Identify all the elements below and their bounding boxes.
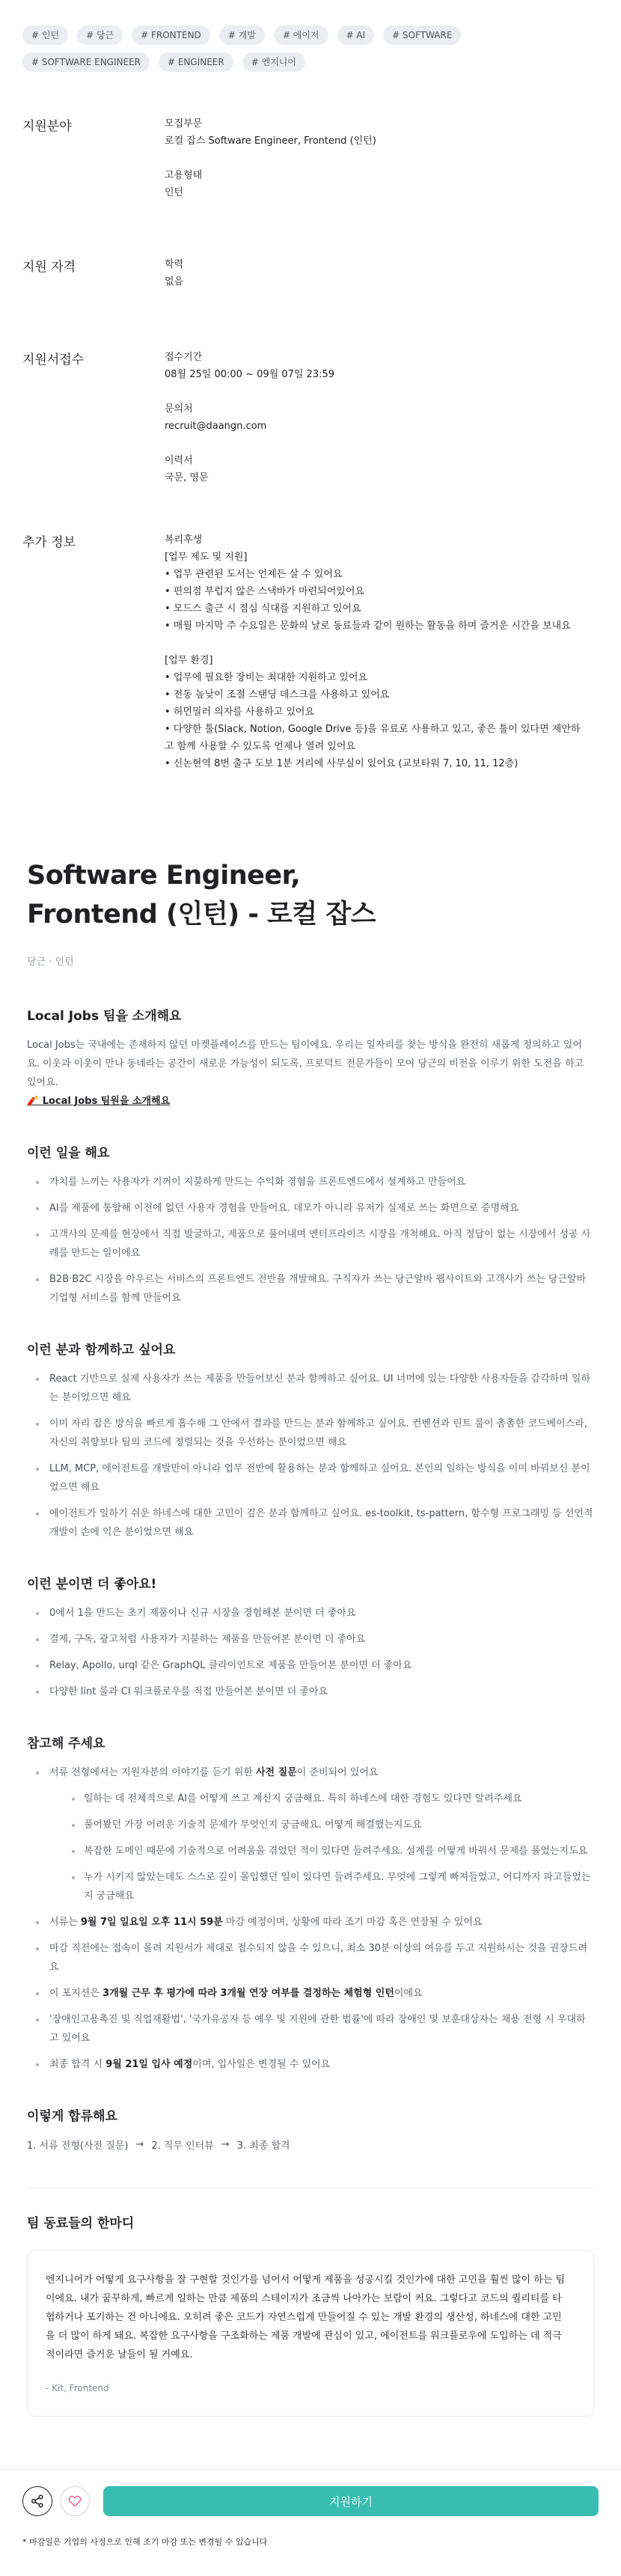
arrow-right-icon: →	[221, 2139, 230, 2150]
info-label-text: 학력	[165, 259, 184, 270]
section-heading: 이런 일을 해요	[27, 1146, 110, 1161]
title-line: Frontend (인턴) - 로컬 잡스	[27, 900, 376, 930]
info-value: • 다양한 툴(Slack, Notion, Google Drive 등)을 유료로 사용하고 있고, 좋은 툴이 있다면 제안하고 함께 사용할 수 있도록 언제나 열려 있어요	[165, 724, 581, 752]
list-item: 결제, 구독, 광고처럼 사용자가 지불하는 제품을 만들어본 분이면 더 좋아요	[27, 1630, 594, 1649]
arrow-right-icon: →	[135, 2139, 144, 2150]
work-list	[27, 1173, 594, 1307]
process-section	[27, 2105, 594, 2152]
emphasis: 사전 질문	[255, 1767, 297, 1778]
emphasis: 9월 7일 일요일 오후 11시 59분	[80, 1917, 223, 1928]
apply-button[interactable]: 지원하기	[103, 2486, 599, 2516]
text-run: 최종 합격 시	[49, 2059, 106, 2070]
emphasis: 3개월 근무 후 평가에 따라 3개월 연장 여부를 결정하는 체험형 인턴	[103, 1988, 394, 1999]
info-value: • 업무 관련된 도서는 언제든 살 수 있어요	[165, 569, 343, 580]
plus-list	[27, 1604, 594, 1701]
list-item: 0에서 1을 만드는 초기 제품이나 신규 시장을 경험해본 분이면 더 좋아요	[27, 1604, 594, 1623]
tag[interactable]: # 에이저	[274, 25, 328, 45]
info-label-text: 이력서	[165, 455, 193, 466]
team-intro-link[interactable]: 🧨 Local Jobs 팀원을 소개해요	[27, 1096, 171, 1107]
tag[interactable]: # 당근	[77, 25, 123, 45]
page-title	[27, 856, 594, 934]
info-value: 국문, 영문	[165, 472, 209, 483]
work-section	[27, 1142, 594, 1307]
section-heading: Local Jobs 팀을 소개해요	[27, 1009, 182, 1024]
section-heading: 참고해 주세요	[27, 1736, 105, 1751]
list-item: 고객사의 문제를 현장에서 직접 발굴하고, 제품으로 풀어내며 엔터프라이즈 시장을 개척해요. 아직 정답이 없는 시장에서 성공 사례를 만드는 일이에요	[27, 1225, 594, 1263]
text-run: 서류 전형에서는 지원자분의 이야기를 듣기 위한	[49, 1767, 256, 1778]
list-item: '장애인고용촉진 및 직업재활법', '국가유공자 등 예우 및 지원에 관한 법률'에 따라 장애인 및 보훈대상자는 채용 전형 시 우대하고 있어요	[27, 2010, 594, 2048]
list-item: 가치를 느끼는 사용자가 기꺼이 지불하게 만드는 수익화 경험을 프론트엔드에서 설계하고 만들어요	[27, 1173, 594, 1191]
info-value: • 모드스 출근 시 점심 식대를 지원하고 있어요	[165, 603, 361, 614]
list-item	[27, 1763, 594, 1905]
section-field	[22, 115, 599, 256]
tag[interactable]: # SOFTWARE ENGINEER	[22, 52, 150, 72]
contact-email[interactable]: recruit@daangn.com	[165, 421, 267, 432]
section-heading: 이런 분과 함께하고 싶어요	[27, 1343, 176, 1358]
process-step: 3. 최종 합격	[236, 2140, 290, 2152]
text-run: 서류는	[49, 1917, 81, 1928]
info-label-text: 문의처	[165, 403, 193, 415]
list-item: 다양한 lint 룰과 CI 워크플로우를 직접 만들어본 분이면 더 좋아요	[27, 1682, 594, 1701]
list-item	[27, 1984, 594, 2003]
list-item: B2B·B2C 시장을 아우르는 서비스의 프론트엔드 전반을 개발해요. 구직자가 쓰는 당근알바 웹사이트와 고객사가 쓰는 당근알바 기업형 서비스를 함께 만들어요	[27, 1270, 594, 1307]
page	[0, 0, 621, 772]
tag[interactable]: # FRONTEND	[132, 25, 210, 45]
section-label: 추가 정보	[22, 535, 76, 550]
heart-icon	[67, 2494, 82, 2509]
share-button[interactable]	[22, 2486, 52, 2516]
info-label-text: 접수기간	[165, 352, 203, 363]
info-value: 인턴	[165, 187, 184, 198]
like-button[interactable]	[60, 2486, 90, 2516]
notes-list	[27, 1763, 594, 2074]
text-run: 마감 예정이며, 상황에 따라 조기 마감 혹은 연장될 수 있어요	[222, 1917, 483, 1928]
tag[interactable]: # 엔지니어	[242, 52, 305, 72]
tag[interactable]: # ENGINEER	[159, 52, 233, 72]
section-heading: 이런 분이면 더 좋아요!	[27, 1577, 157, 1592]
section-label: 지원 자격	[22, 260, 76, 275]
info-value: • 신논현역 8번 출구 도보 1분 거리에 사무실이 있어요 (교보타워 7, 10, 11, 12층)	[165, 758, 518, 769]
text-run: 이 준비되어 있어요	[296, 1767, 379, 1778]
list-item: 마감 직전에는 접속이 몰려 지원서가 제대로 접수되지 않을 수 있으니, 최소 30분 이상의 여유를 두고 지원하시는 것을 권장드려요	[27, 1939, 594, 1977]
info-label-text: 모집부문	[165, 118, 203, 129]
tag-list	[22, 0, 509, 72]
share-icon	[30, 2494, 45, 2509]
wish-list	[27, 1370, 594, 1542]
info-value: 08월 25일 00:00 ~ 09월 07일 23:59	[165, 369, 335, 380]
section-body	[165, 256, 584, 349]
job-info	[22, 115, 599, 772]
action-bar	[0, 2486, 621, 2516]
colleague-quote	[27, 2250, 594, 2417]
team-section	[27, 1005, 594, 1111]
divider	[0, 2469, 621, 2470]
list-item: 이미 자리 잡은 방식을 빠르게 흡수해 그 안에서 결과를 만드는 분과 함께하고 싶어요. 컨벤션과 린트 룰이 촘촘한 코드베이스라, 자신의 취향보다 팀의 코드에 정렬되는 것을 우선하는 분이었으면 해요	[27, 1414, 594, 1452]
section-heading: 팀 동료들의 한마디	[27, 2216, 135, 2231]
emphasis: 9월 21일 입사 예정	[105, 2059, 193, 2070]
plus-section	[27, 1573, 594, 1701]
info-value: 없음	[165, 276, 184, 287]
colleague-section	[27, 2212, 594, 2417]
section-label: 지원서접수	[22, 352, 85, 367]
list-item: 에이전트가 일하기 쉬운 하네스에 대한 고민이 깊은 분과 함께하고 싶어요. es-toolkit, ts-pattern, 함수형 프로그래밍 등 선언적 개발이 손에 익은 분이었으면 해요	[27, 1504, 594, 1542]
list-item: 누가 시키지 않았는데도 스스로 깊이 몰입했던 일이 있다면 들려주세요. 무엇에 그렇게 빠져들었고, 어디까지 파고들었는지 궁금해요	[49, 1868, 594, 1905]
tag[interactable]: # AI	[337, 25, 375, 45]
list-item: 풀어봤던 가장 어려운 기술적 문제가 무엇인지 궁금해요. 어떻게 해결했는지도요	[49, 1816, 594, 1834]
section-heading: 이렇게 합류해요	[27, 2109, 117, 2124]
section-extra	[22, 531, 599, 772]
tag[interactable]: # SOFTWARE	[383, 25, 461, 45]
list-item: React 기반으로 실제 사용자가 쓰는 제품을 만들어보신 분과 함께하고 싶어요. UI 너머에 있는 다양한 사용자들을 감각하며 일하는 분이었으면 해요	[27, 1370, 594, 1407]
list-item: LLM, MCP, 에이전트를 개발만이 아니라 업무 전반에 활용하는 분과 함께하고 싶어요. 본인의 일하는 방식을 이미 바꿔보신 분이었으면 해요	[27, 1459, 594, 1497]
text-run: 이 포지션은	[49, 1988, 103, 1999]
list-item: 일하는 데 전체적으로 AI를 어떻게 쓰고 계신지 궁금해요. 특히 하네스에 대한 경험도 있다면 알려주세요	[49, 1789, 594, 1808]
wish-section	[27, 1339, 594, 1542]
process-step: 1. 서류 전형(사전 질문)	[27, 2140, 129, 2152]
section-body	[165, 531, 584, 772]
list-item: Relay, Apollo, urql 같은 GraphQL 클라이언트로 제품을 만들어본 분이면 더 좋아요	[27, 1656, 594, 1675]
quote-text: 엔지니어가 어떻게 요구사항을 잘 구현할 것인가를 넘어서 어떻게 제품을 성공시킬 것인가에 대한 고민을 훨씬 많이 하는 팀이에요. 내가 꿈꾸하게, 빠르게 일하는 만큼 제품의 스테이지가 조금씩 나아가는 보람이 커요. 그렇다고 코드의 퀄리티를 타협하거나 포기하는 건 아니에요. 오히려 좋은 코드가 자연스럽게 만들어질 수 있는 개발 환경의 생산성, 하네스에 대한 고민을 더 많이 하게 돼요. 복잡한 요구사항을 구조화하는 제품 개발에 관심이 있고, 에이전트를 워크플로우에 도입하는 데 적극적이라면 즐거운 날들이 될 거예요.	[46, 2274, 566, 2360]
job-detail	[0, 856, 621, 2417]
list-item	[27, 1913, 594, 1932]
process-steps	[27, 2137, 594, 2152]
title-line: Software Engineer,	[27, 861, 301, 891]
process-step: 2. 직무 인터뷰	[151, 2140, 214, 2152]
info-value: • 업무에 필요한 장비는 최대한 지원하고 있어요	[165, 672, 368, 683]
text-run: 이에요	[394, 1988, 423, 1999]
info-value: [업무 제도 및 지원]	[165, 552, 248, 563]
section-body	[165, 349, 584, 531]
section-label: 지원분야	[22, 119, 72, 134]
section-body	[165, 115, 584, 256]
info-value: [업무 환경]	[165, 655, 213, 666]
list-item	[27, 2055, 594, 2074]
info-value: • 허먼밀러 의자를 사용하고 있어요	[165, 706, 315, 718]
info-label-text: 복리후생	[165, 534, 203, 546]
info-value: 로컬 잡스 Software Engineer, Frontend (인턴)	[165, 135, 376, 147]
deadline-notice: * 마감일은 기업의 사정으로 인해 조기 마감 또는 변경될 수 있습니다	[22, 2537, 268, 2547]
info-value: • 매월 마지막 주 수요일은 문화의 날로 동료들과 같이 원하는 활동을 하며 즐거운 시간을 보내요	[165, 620, 571, 632]
tag[interactable]: # 개발	[219, 25, 265, 45]
quote-author: - Kit, Frontend	[46, 2383, 109, 2393]
info-value: • 전동 높낮이 조절 스탠딩 데스크를 사용하고 있어요	[165, 689, 390, 701]
section-qualification	[22, 256, 599, 349]
question-list	[49, 1789, 594, 1905]
info-label-text: 고용형태	[165, 170, 203, 181]
section-apply	[22, 349, 599, 531]
info-value: • 편의점 부럽지 않은 스낵바가 마련되어있어요	[165, 586, 364, 597]
tag[interactable]: # 인턴	[22, 25, 68, 45]
notes-section	[27, 1733, 594, 2074]
text-run: 이며, 입사일은 변경될 수 있어요	[192, 2059, 331, 2070]
company-type: 당근 · 인턴	[27, 956, 74, 968]
team-description: Local Jobs는 국내에는 존재하지 않던 마켓플레이스를 만드는 팀이에요. 우리는 일자리를 찾는 방식을 완전히 새롭게 정의하고 있어요. 이웃과 이웃이 만나 동네라는 공간이 새로운 가능성이 되도록, 프로덕트 전문가들이 모여 당근의 비전을 이루기 위한 도전을 하고 있어요.	[27, 1040, 584, 1088]
list-item: AI를 제품에 통합해 이전에 없던 사용자 경험을 만들어요. 데모가 아니라 유저가 실제로 쓰는 화면으로 증명해요	[27, 1199, 594, 1218]
list-item: 복잡한 도메인 때문에 기술적으로 어려움을 겪었던 적이 있다면 들려주세요. 설계를 어떻게 바꿔서 문제를 풀었는지도요	[49, 1842, 594, 1861]
